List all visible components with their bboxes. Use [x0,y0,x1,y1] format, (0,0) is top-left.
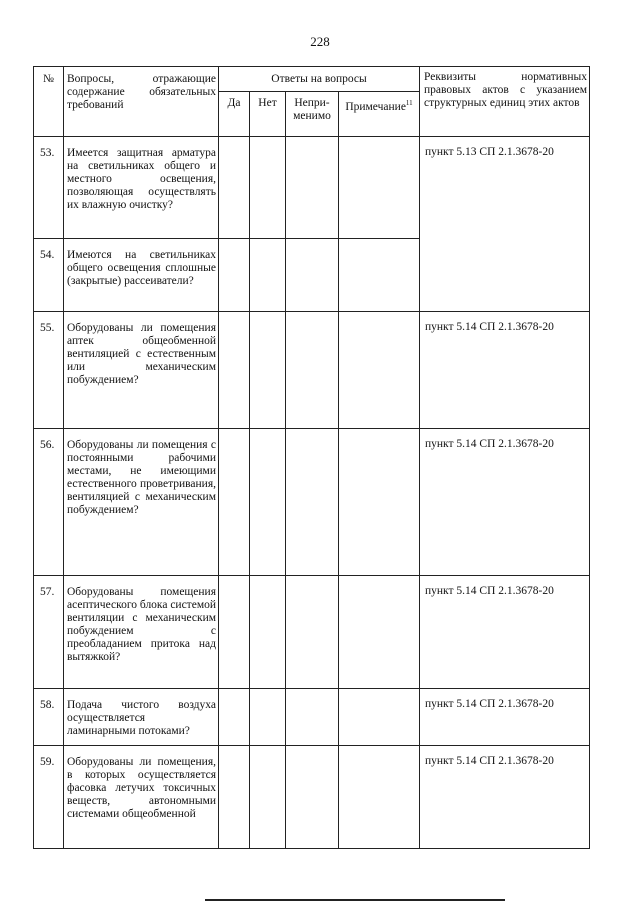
header-yes: Да [219,92,250,137]
row-number: 58. [34,689,64,746]
header-questions: Вопросы, отражающие содержание обязательных требований [64,67,219,137]
row-question: Оборудованы ли помещения аптек общеобменной вентиляцией с естественным или механическим побуждением? [64,312,219,429]
row-requisite: пункт 5.14 СП 2.1.3678-20 [420,689,590,746]
answer-yes-cell[interactable] [219,746,250,849]
answer-not-applicable-cell[interactable] [286,239,339,312]
answer-no-cell[interactable] [250,137,286,239]
answer-no-cell[interactable] [250,429,286,576]
answer-no-cell[interactable] [250,576,286,689]
header-answers: Ответы на вопросы [219,67,420,92]
note-cell[interactable] [339,689,420,746]
row-question: Оборудованы ли помещения, в которых осуществляется фасовка летучих токсичных веществ, автономными системами общеобменной [64,746,219,849]
row-question: Имеются на светильниках общего освещения сплошные (закрытые) рассеиватели? [64,239,219,312]
row-number: 59. [34,746,64,849]
answer-not-applicable-cell[interactable] [286,576,339,689]
header-no: № [34,67,64,137]
answer-yes-cell[interactable] [219,429,250,576]
row-question: Подача чистого воздуха осуществляется ламинарными потоками? [64,689,219,746]
table-row [34,746,590,849]
answer-not-applicable-cell[interactable] [286,746,339,849]
table-row [34,576,590,689]
note-cell[interactable] [339,576,420,689]
answer-no-cell[interactable] [250,746,286,849]
note-cell[interactable] [339,746,420,849]
answer-no-cell[interactable] [250,239,286,312]
row-requisite: пункт 5.14 СП 2.1.3678-20 [420,312,590,429]
answer-not-applicable-cell[interactable] [286,137,339,239]
table-row [34,429,590,576]
row-requisite: пункт 5.13 СП 2.1.3678-20 [420,137,590,312]
header-no-answer: Нет [250,92,286,137]
answer-yes-cell[interactable] [219,137,250,239]
row-question: Имеется защитная арматура на светильниках общего и местного освещения, позволяющая осуществлять их влажную очистку? [64,137,219,239]
row-question: Оборудованы помещения асептического блока системой вентиляции с механическим побуждением с преобладанием притока над вытяжкой? [64,576,219,689]
checklist-table [33,66,590,849]
answer-yes-cell[interactable] [219,576,250,689]
answer-yes-cell[interactable] [219,312,250,429]
row-number: 57. [34,576,64,689]
row-question: Оборудованы ли помещения с постоянными рабочими местами, не имеющими естественного проветривания, вентиляцией с механическим побуждением? [64,429,219,576]
row-requisite: пункт 5.14 СП 2.1.3678-20 [420,746,590,849]
note-cell[interactable] [339,239,420,312]
row-number: 55. [34,312,64,429]
row-requisite: пункт 5.14 СП 2.1.3678-20 [420,429,590,576]
answer-not-applicable-cell[interactable] [286,429,339,576]
header-note-footnote: 11 [405,99,413,107]
answer-yes-cell[interactable] [219,689,250,746]
row-number: 53. [34,137,64,239]
answer-not-applicable-cell[interactable] [286,312,339,429]
header-note [339,92,420,137]
note-cell[interactable] [339,137,420,239]
row-requisite: пункт 5.14 СП 2.1.3678-20 [420,576,590,689]
note-cell[interactable] [339,312,420,429]
header-not-applicable: Непри-менимо [286,92,339,137]
row-number: 56. [34,429,64,576]
answer-not-applicable-cell[interactable] [286,689,339,746]
page-bottom-divider [205,899,505,901]
header-requisites: Реквизиты нормативных правовых актов с указанием структурных единиц этих актов [420,67,590,137]
table-row [34,137,590,239]
table-row [34,689,590,746]
answer-yes-cell[interactable] [219,239,250,312]
table-row [34,312,590,429]
row-number: 54. [34,239,64,312]
answer-no-cell[interactable] [250,312,286,429]
answer-no-cell[interactable] [250,689,286,746]
header-note-label: Примечание [345,100,406,113]
note-cell[interactable] [339,429,420,576]
page-number: 228 [310,34,330,49]
